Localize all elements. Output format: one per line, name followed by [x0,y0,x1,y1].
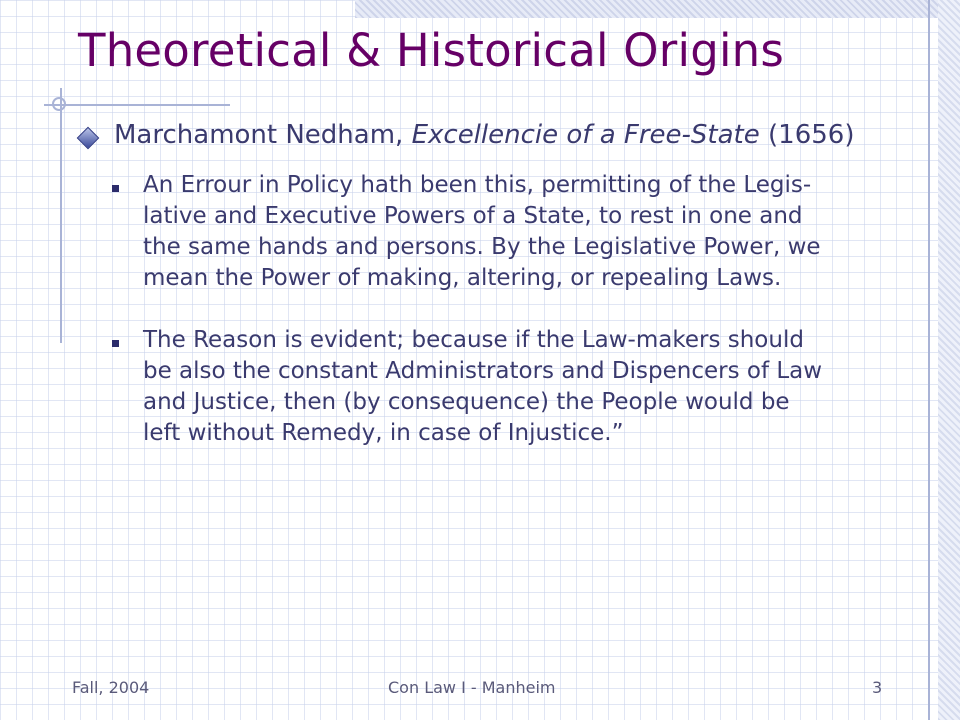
square-bullet-icon [112,340,119,347]
main-bullet-text [114,120,854,150]
title-underline-rule [44,104,230,106]
top-decor-band [355,0,960,18]
circle-ornament-icon [52,97,66,111]
quote-line: An Errour in Policy hath been this, permitting of the Legis- [143,172,812,198]
footer-page-number: 3 [872,678,883,697]
left-vertical-rule [60,88,62,343]
footer-date: Fall, 2004 [72,678,150,697]
slide-title: Theoretical & Historical Origins [78,24,785,77]
quote-text-1 [143,170,943,294]
footer-course: Con Law I - Manheim [388,678,556,697]
quote-line: and Justice, then (by consequence) the People would be [143,389,790,415]
work-year: (1656) [759,120,855,150]
quote-line: lative and Executive Powers of a State, to rest in one and [143,203,803,229]
diamond-bullet-icon [77,127,100,150]
quote-line: mean the Power of making, altering, or repealing Laws. [143,265,782,291]
quote-text-2 [143,325,943,449]
quote-line: left without Remedy, in case of Injustice.” [143,420,624,446]
quote-line: the same hands and persons. By the Legislative Power, we [143,234,821,260]
quote-line: The Reason is evident; because if the Law-makers should [143,327,804,353]
author-name: Marchamont Nedham, [114,120,412,150]
square-bullet-icon [112,185,119,192]
quote-line: be also the constant Administrators and Dispencers of Law [143,358,823,384]
work-title: Excellencie of a Free-State [411,120,760,150]
